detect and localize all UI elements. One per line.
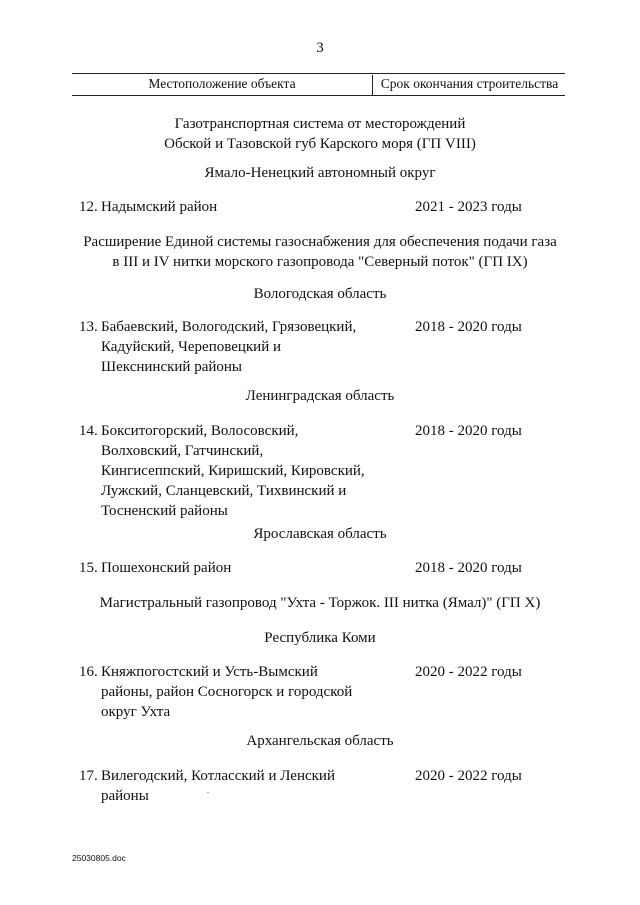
- entry-number: 17.: [79, 768, 98, 784]
- entry-location: Бокситогорский, Волосовский, Волховский, Гатчинский, Кингисеппский, Киришский, Кировский, Лужский, Сланцевский, Тихвинский и Тосненский районы: [101, 423, 365, 519]
- section-title: [60, 593, 580, 613]
- section-title: [60, 232, 580, 272]
- entry-deadline: 2020 - 2022 годы: [415, 664, 522, 680]
- section-title-line: Газотранспортная система от месторождений: [174, 116, 466, 132]
- entry-location: Бабаевский, Вологодский, Грязовецкий, Кадуйский, Череповецкий и Шекснинский районы: [101, 319, 357, 375]
- table-header-top-rule: [72, 73, 565, 74]
- region-heading: Вологодская область: [253, 286, 387, 302]
- entry-deadline: 2021 - 2023 годы: [415, 199, 522, 215]
- section-title-line: в III и IV нитки морского газопровода "Северный поток" (ГП IX): [112, 254, 528, 270]
- entry-deadline: 2018 - 2020 годы: [415, 560, 522, 576]
- entry-number: 13.: [79, 319, 98, 335]
- entry-location: Надымский район: [101, 199, 218, 215]
- section-title-line: Магистральный газопровод "Ухта - Торжок. III нитка (Ямал)" (ГП X): [99, 595, 541, 611]
- entry-number: 15.: [79, 560, 98, 576]
- entry-deadline: 2020 - 2022 годы: [415, 768, 522, 784]
- column-header-location: Местоположение объекта: [148, 76, 296, 91]
- footer-filename: 25030805.doc: [72, 853, 126, 863]
- section-title-line: Расширение Единой системы газоснабжения для обеспечения подачи газа: [83, 234, 557, 250]
- column-header-deadline: Срок окончания строительства: [380, 76, 559, 91]
- region-heading: Республика Коми: [264, 630, 376, 646]
- entry-deadline: 2018 - 2020 годы: [415, 319, 522, 335]
- region-heading: Ленинградская область: [245, 388, 395, 404]
- section-title-line: Обской и Тазовской губ Карского моря (ГП VIII): [164, 136, 476, 152]
- page-number: 3: [316, 40, 324, 56]
- region-heading: Ямало-Ненецкий автономный округ: [204, 165, 436, 181]
- entry-deadline: 2018 - 2020 годы: [415, 423, 522, 439]
- entry-number: 14.: [79, 423, 98, 439]
- entry-number: 12.: [79, 199, 98, 215]
- table-header-bottom-rule: [72, 95, 565, 96]
- entry-location: Вилегодский, Котласский и Ленский районы: [101, 768, 335, 804]
- entry-location: Пошехонский район: [101, 560, 232, 576]
- column-header-separator: [372, 75, 373, 95]
- scan-speck: [207, 792, 209, 793]
- region-heading: Архангельская область: [246, 733, 394, 749]
- entry-number: 16.: [79, 664, 98, 680]
- entry-location: Княжпогостский и Усть-Вымский районы, район Сосногорск и городской округ Ухта: [101, 664, 353, 720]
- section-title: [60, 114, 580, 154]
- region-heading: Ярославская область: [253, 526, 387, 542]
